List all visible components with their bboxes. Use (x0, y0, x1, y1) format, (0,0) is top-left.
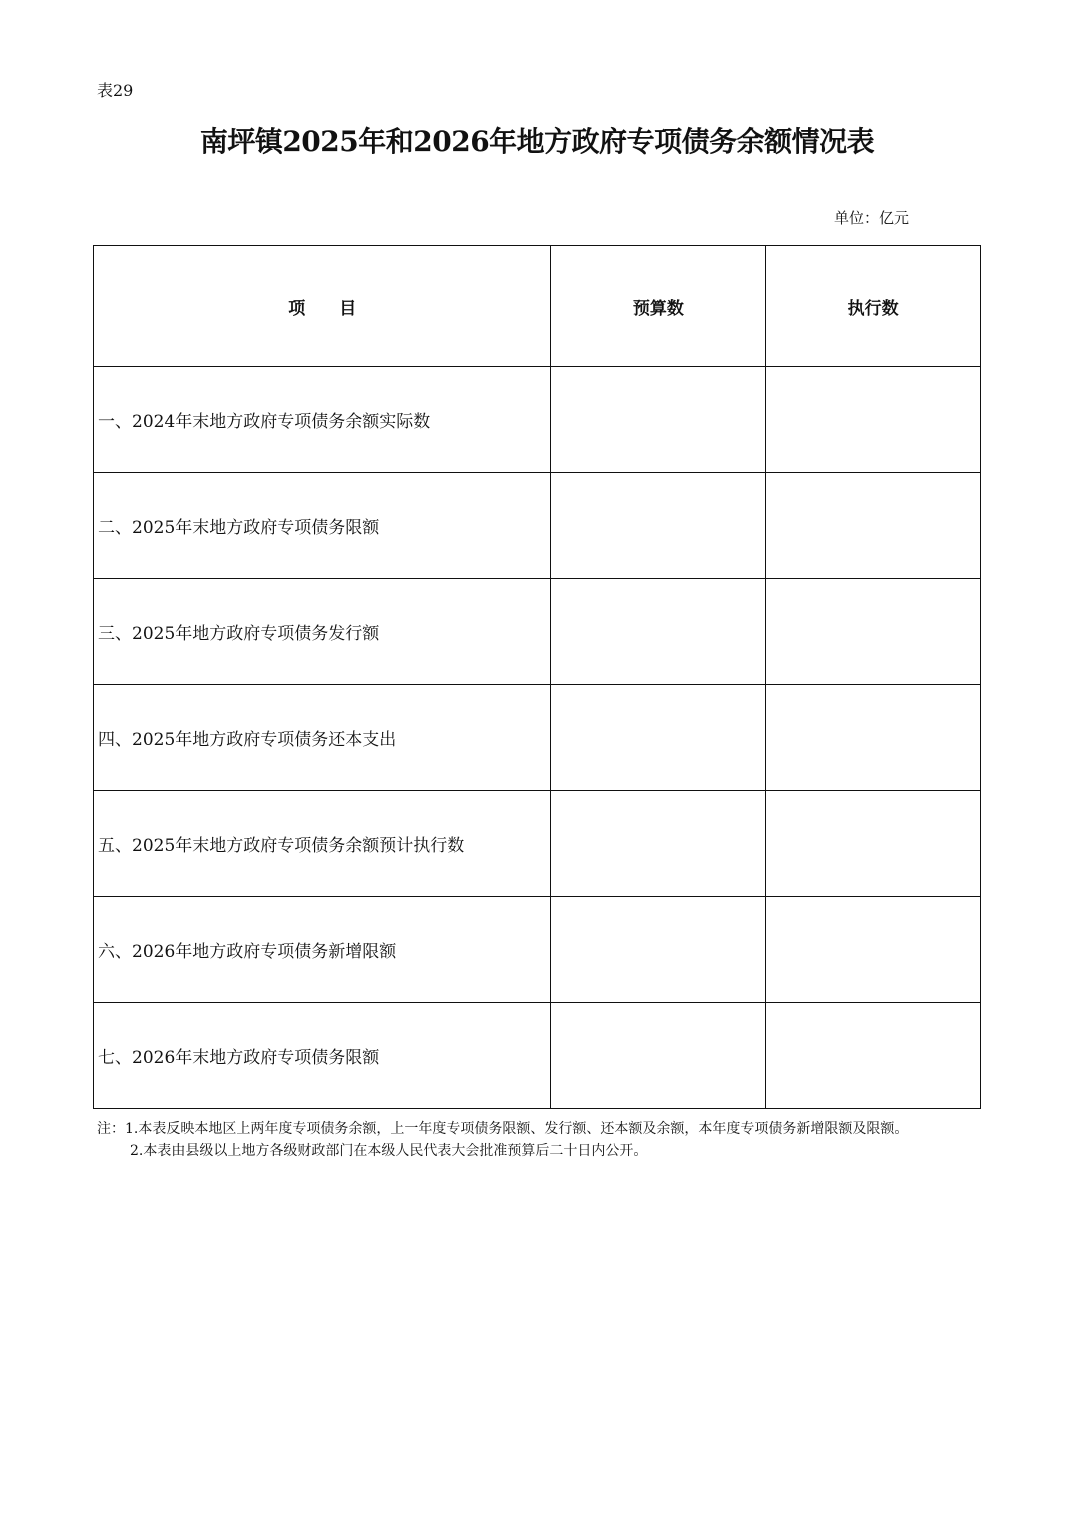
header-actual: 执行数 (766, 246, 981, 367)
header-budget: 预算数 (551, 246, 766, 367)
debt-balance-table (93, 245, 981, 1109)
table-number: 表29 (97, 81, 134, 100)
budget-cell (551, 791, 766, 897)
actual-cell (766, 367, 981, 473)
item-cell: 二、2025年末地方政府专项债务限额 (94, 473, 551, 579)
actual-cell (766, 579, 981, 685)
item-cell: 六、2026年地方政府专项债务新增限额 (94, 897, 551, 1003)
unit-label: 单位：亿元 (834, 209, 910, 227)
notes (97, 1120, 982, 1161)
item-cell: 四、2025年地方政府专项债务还本支出 (94, 685, 551, 791)
item-cell: 三、2025年地方政府专项债务发行额 (94, 579, 551, 685)
actual-cell (766, 473, 981, 579)
item-cell: 七、2026年末地方政府专项债务限额 (94, 1003, 551, 1109)
budget-cell (551, 897, 766, 1003)
table-row (94, 473, 981, 579)
actual-cell (766, 791, 981, 897)
budget-cell (551, 367, 766, 473)
actual-cell (766, 897, 981, 1003)
header-item: 项 目 (94, 246, 551, 367)
table-row (94, 897, 981, 1003)
table-row (94, 579, 981, 685)
budget-cell (551, 1003, 766, 1109)
budget-cell (551, 473, 766, 579)
table-row (94, 791, 981, 897)
item-cell: 一、2024年末地方政府专项债务余额实际数 (94, 367, 551, 473)
table-row (94, 685, 981, 791)
table-row (94, 1003, 981, 1109)
table-row (94, 367, 981, 473)
note-2: 2.本表由县级以上地方各级财政部门在本级人民代表大会批准预算后二十日内公开。 (130, 1143, 648, 1159)
note-1: 注：1.本表反映本地区上两年度专项债务余额，上一年度专项债务限额、发行额、还本额及余额，本年度专项债务新增限额及限额。 (97, 1121, 909, 1137)
table-header-row (94, 246, 981, 367)
page-title: 南坪镇2025年和2026年地方政府专项债务余额情况表 (199, 125, 875, 158)
item-cell: 五、2025年末地方政府专项债务余额预计执行数 (94, 791, 551, 897)
actual-cell (766, 1003, 981, 1109)
budget-cell (551, 685, 766, 791)
budget-cell (551, 579, 766, 685)
actual-cell (766, 685, 981, 791)
